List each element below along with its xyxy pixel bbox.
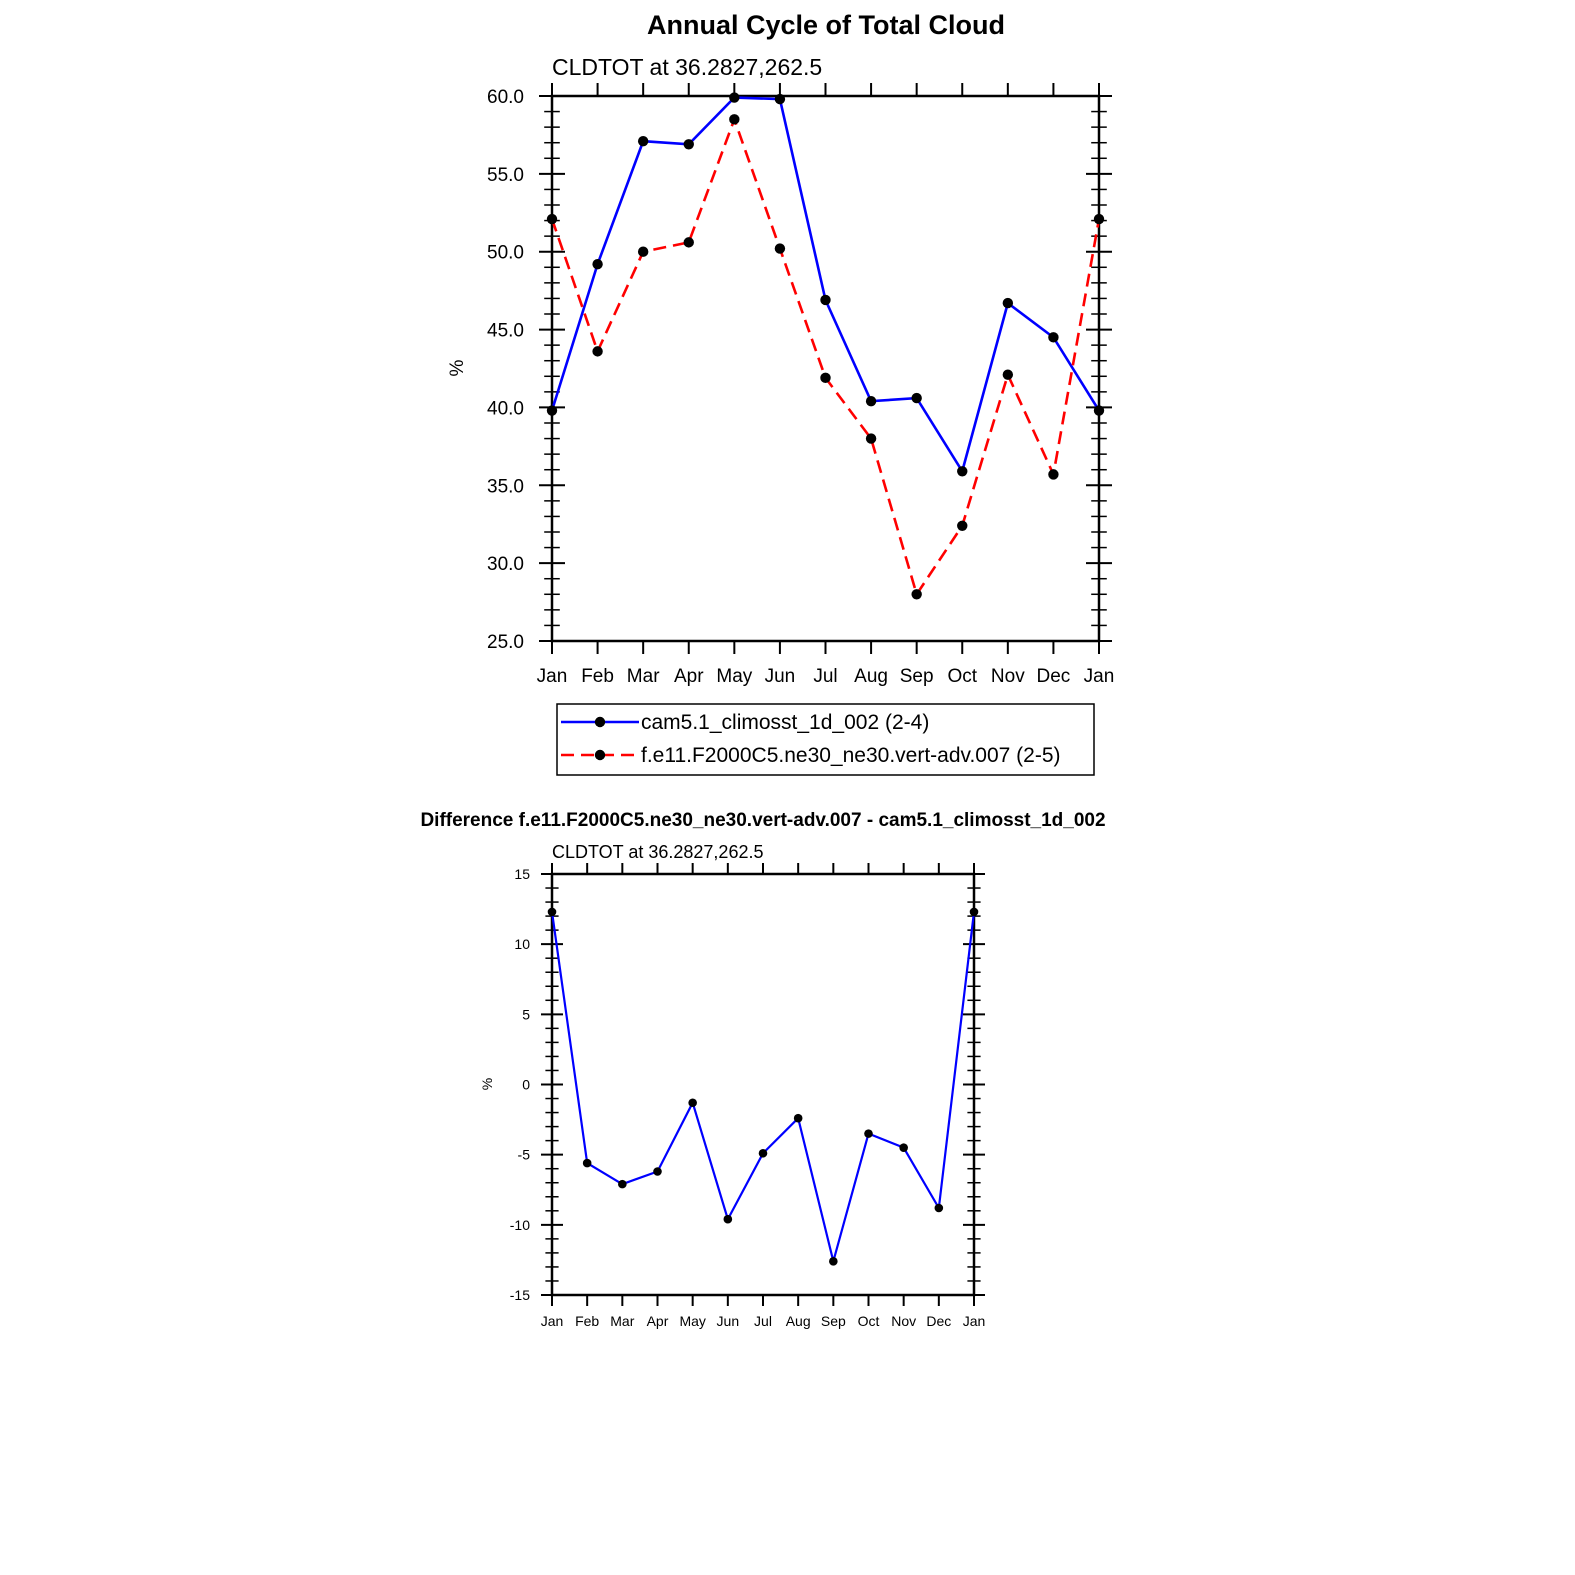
x-tick-label: Apr [673,666,704,687]
x-tick-label: Apr [646,1313,669,1329]
data-point-s0-4 [729,92,739,102]
data-point-s1-10 [1003,370,1013,380]
data-point-s1-3 [684,237,694,247]
x-tick-label: Jan [962,1313,986,1329]
top-chart-ylabel: % [447,359,468,377]
x-tick-label: Sep [820,1313,846,1329]
data-point-s1-9 [957,521,967,531]
x-tick-label: Mar [610,1313,635,1329]
x-tick-label: Jul [813,666,838,687]
data-point-s0-6 [820,295,830,305]
difference-title: Difference f.e11.F2000C5.ne30_ne30.vert-adv.007 - cam5.1_climosst_1d_002 [420,810,1106,831]
x-tick-label: Aug [854,666,888,687]
data-point-s0-8 [829,1257,838,1266]
bottom-chart-series [548,908,979,1266]
y-tick-label: 60.0 [487,87,524,108]
x-tick-label: Nov [990,666,1025,687]
plot-frame [552,96,1099,641]
data-point-s0-9 [864,1129,873,1138]
y-tick-label: 10 [514,936,530,953]
x-tick-label: May [679,1313,706,1329]
y-tick-label: 5 [522,1006,530,1023]
series-line-1 [552,119,1099,594]
y-tick-label: 35.0 [487,476,524,498]
y-tick-label: 30.0 [487,554,524,576]
y-tick-label: 50.0 [487,242,524,264]
top-chart-axes [487,83,1114,687]
data-point-s0-10 [899,1143,908,1152]
data-point-s1-4 [729,114,739,124]
data-point-s0-7 [794,1114,803,1123]
x-tick-label: Nov [891,1313,917,1329]
x-tick-label: Aug [785,1313,811,1329]
x-tick-label: Dec [926,1313,952,1329]
data-point-s0-8 [911,393,921,403]
data-point-s0-4 [688,1098,697,1107]
bottom-chart-ylabel: % [479,1077,495,1091]
data-point-s1-12 [1094,214,1104,224]
legend-marker-1 [595,750,605,760]
data-point-s1-8 [911,589,921,599]
x-tick-label: Oct [947,666,978,687]
x-tick-label: May [716,666,753,687]
y-tick-label: 45.0 [487,320,524,342]
data-point-s0-1 [592,259,602,269]
data-point-s0-3 [653,1167,662,1176]
y-tick-label: -15 [509,1287,530,1303]
bottom-chart-subtitle: CLDTOT at 36.2827,262.5 [552,842,764,862]
legend-label-1: f.e11.F2000C5.ne30_ne30.vert-adv.007 (2-5) [641,744,1061,767]
difference-chart [479,842,985,1329]
y-tick-label: 40.0 [487,398,524,420]
cloud-cycle-chart [447,54,1114,775]
x-tick-label: Jan [536,666,568,687]
y-tick-label: -5 [517,1146,530,1163]
data-point-s0-10 [1003,298,1013,308]
y-tick-label: 0 [522,1076,530,1093]
x-tick-label: Sep [899,666,934,687]
data-point-s0-12 [1094,405,1104,415]
data-point-s1-0 [547,214,557,224]
top-chart-legend [557,704,1094,775]
series-line-0 [552,98,1099,472]
legend-label-0: cam5.1_climosst_1d_002 (2-4) [641,711,930,734]
data-point-s1-2 [638,247,648,257]
data-point-s0-0 [548,908,557,917]
x-tick-label: Feb [575,1313,600,1329]
data-point-s0-12 [970,908,979,917]
plot-frame [552,874,974,1295]
data-point-s0-0 [547,405,557,415]
data-point-s0-6 [759,1149,768,1158]
x-tick-label: Mar [626,666,660,687]
x-tick-label: Jun [716,1313,740,1329]
series-line-0 [552,912,974,1261]
data-point-s1-5 [775,243,785,253]
y-tick-label: 55.0 [487,164,524,186]
x-tick-label: Jun [764,666,796,687]
data-point-s1-6 [820,373,830,383]
x-tick-label: Jan [540,1313,564,1329]
data-point-s0-1 [583,1159,592,1168]
data-point-s0-9 [957,466,967,476]
x-tick-label: Jul [754,1313,772,1329]
top-chart-series [547,92,1104,599]
figure-title: Annual Cycle of Total Cloud [646,10,1006,40]
data-point-s0-2 [638,136,648,146]
x-tick-label: Jan [1083,666,1115,687]
data-point-s1-11 [1048,469,1058,479]
data-point-s0-5 [775,94,785,104]
y-tick-label: 15 [514,866,530,882]
bottom-chart-axes [510,863,986,1329]
data-point-s1-7 [866,433,876,443]
data-point-s0-5 [724,1215,733,1224]
legend-marker-0 [595,717,605,727]
data-point-s0-7 [866,396,876,406]
data-point-s0-2 [618,1180,627,1189]
x-tick-label: Oct [857,1313,880,1329]
y-tick-label: -10 [509,1216,530,1233]
y-tick-label: 25.0 [487,632,524,653]
data-point-s1-1 [592,346,602,356]
x-tick-label: Dec [1036,666,1071,687]
data-point-s0-3 [684,139,694,149]
top-chart-subtitle: CLDTOT at 36.2827,262.5 [552,54,823,80]
x-tick-label: Feb [581,666,614,687]
data-point-s0-11 [935,1204,944,1213]
data-point-s0-11 [1048,332,1058,342]
